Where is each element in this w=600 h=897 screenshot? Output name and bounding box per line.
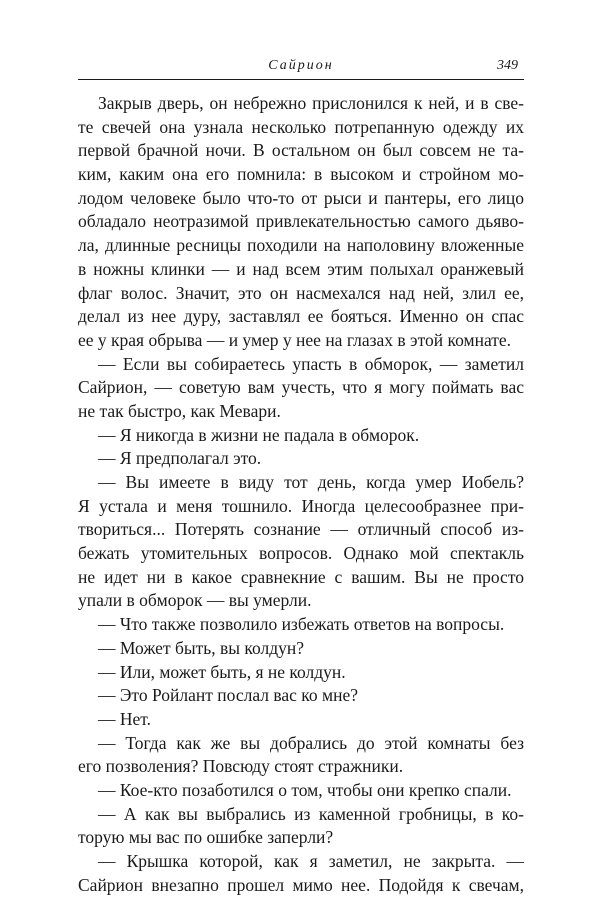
text-line: те свечей она узнала несколько потрепанную одежду их	[78, 116, 524, 137]
running-title: Сайрион	[268, 58, 334, 73]
body-text	[78, 92, 524, 897]
header-rule	[78, 79, 524, 80]
text-line: ла, длинные ресницы походили на наполовину вложенные	[78, 235, 524, 256]
text-line: — Это Ройлант послал вас ко мне?	[98, 685, 359, 706]
text-line: — А как вы выбрались из каменной гробницы, в ко-	[98, 803, 524, 824]
text-line: Сайрион внезапно прошел мимо нее. Подойдя к свечам,	[78, 874, 524, 895]
text-line: в ножны клинки — и над всем этим полыхал оранжевый	[78, 258, 524, 279]
text-line: — Нет.	[98, 708, 151, 729]
text-line: не идет ни в какое сравнекние с вашим. Вы не просто	[78, 566, 524, 587]
text-line: — Крышка которой, как я заметил, не закрыта. —	[98, 851, 524, 871]
page-number: 349	[497, 58, 518, 73]
text-line: Я устала и меня тошнило. Иногда целесообразнее при-	[78, 495, 524, 516]
text-line: торую мы вас по ошибке заперли?	[78, 827, 334, 848]
text-line: ким, каким она его помнила: в высоком и стройном мо-	[78, 164, 524, 185]
text-line: — Кое-кто позаботился о том, чтобы они крепко спали.	[98, 779, 512, 800]
text-line: ее у края обрыва — и умер у нее на глазах в этой комнате.	[78, 329, 512, 350]
text-line: твориться... Потерять сознание — отличный способ из-	[78, 519, 524, 540]
text-line: — Или, может быть, я не колдун.	[98, 661, 346, 682]
text-line: упали в обморок — вы умерли.	[78, 590, 312, 611]
text-line: первой брачной ночи. В остальном он был совсем не та-	[78, 140, 524, 161]
text-line: — Тогда как же вы добрались до этой комнаты без	[98, 732, 524, 753]
text-line: его позволения? Повсюду стоят стражники.	[78, 756, 404, 777]
text-line: обладало неотразимой привлекательностью самого дьяво-	[78, 211, 524, 232]
text-line: — Может быть, вы колдун?	[98, 637, 305, 658]
text-line: — Если вы собираетесь упасть в обморок, — заметил	[98, 353, 524, 374]
text-line: Сайрион, — советую вам учесть, что я могу поймать вас	[78, 377, 524, 398]
text-line: Закрыв дверь, он небрежно прислонился к ней, и в све-	[98, 93, 524, 113]
text-line: бежать утомительных вопросов. Однако мой спектакль	[78, 543, 524, 564]
text-line: лодом человеке было что-то от рыси и пантеры, его лицо	[78, 187, 524, 208]
text-line: — Я предполагал это.	[98, 448, 262, 469]
text-line: не так быстро, как Мевари.	[78, 400, 281, 421]
text-line: — Что также позволило избежать ответов на вопросы.	[98, 614, 505, 635]
text-line: — Вы имеете в виду тот день, когда умер Иобель?	[98, 472, 524, 492]
text-line: — Я никогда в жизни не падала в обморок.	[98, 424, 420, 445]
running-header	[78, 50, 524, 76]
text-line: флаг волос. Значит, это он насмехался над ней, злил ее,	[78, 282, 524, 303]
text-line: делал из нее дуру, заставлял ее бояться. Именно он спас	[78, 306, 524, 327]
